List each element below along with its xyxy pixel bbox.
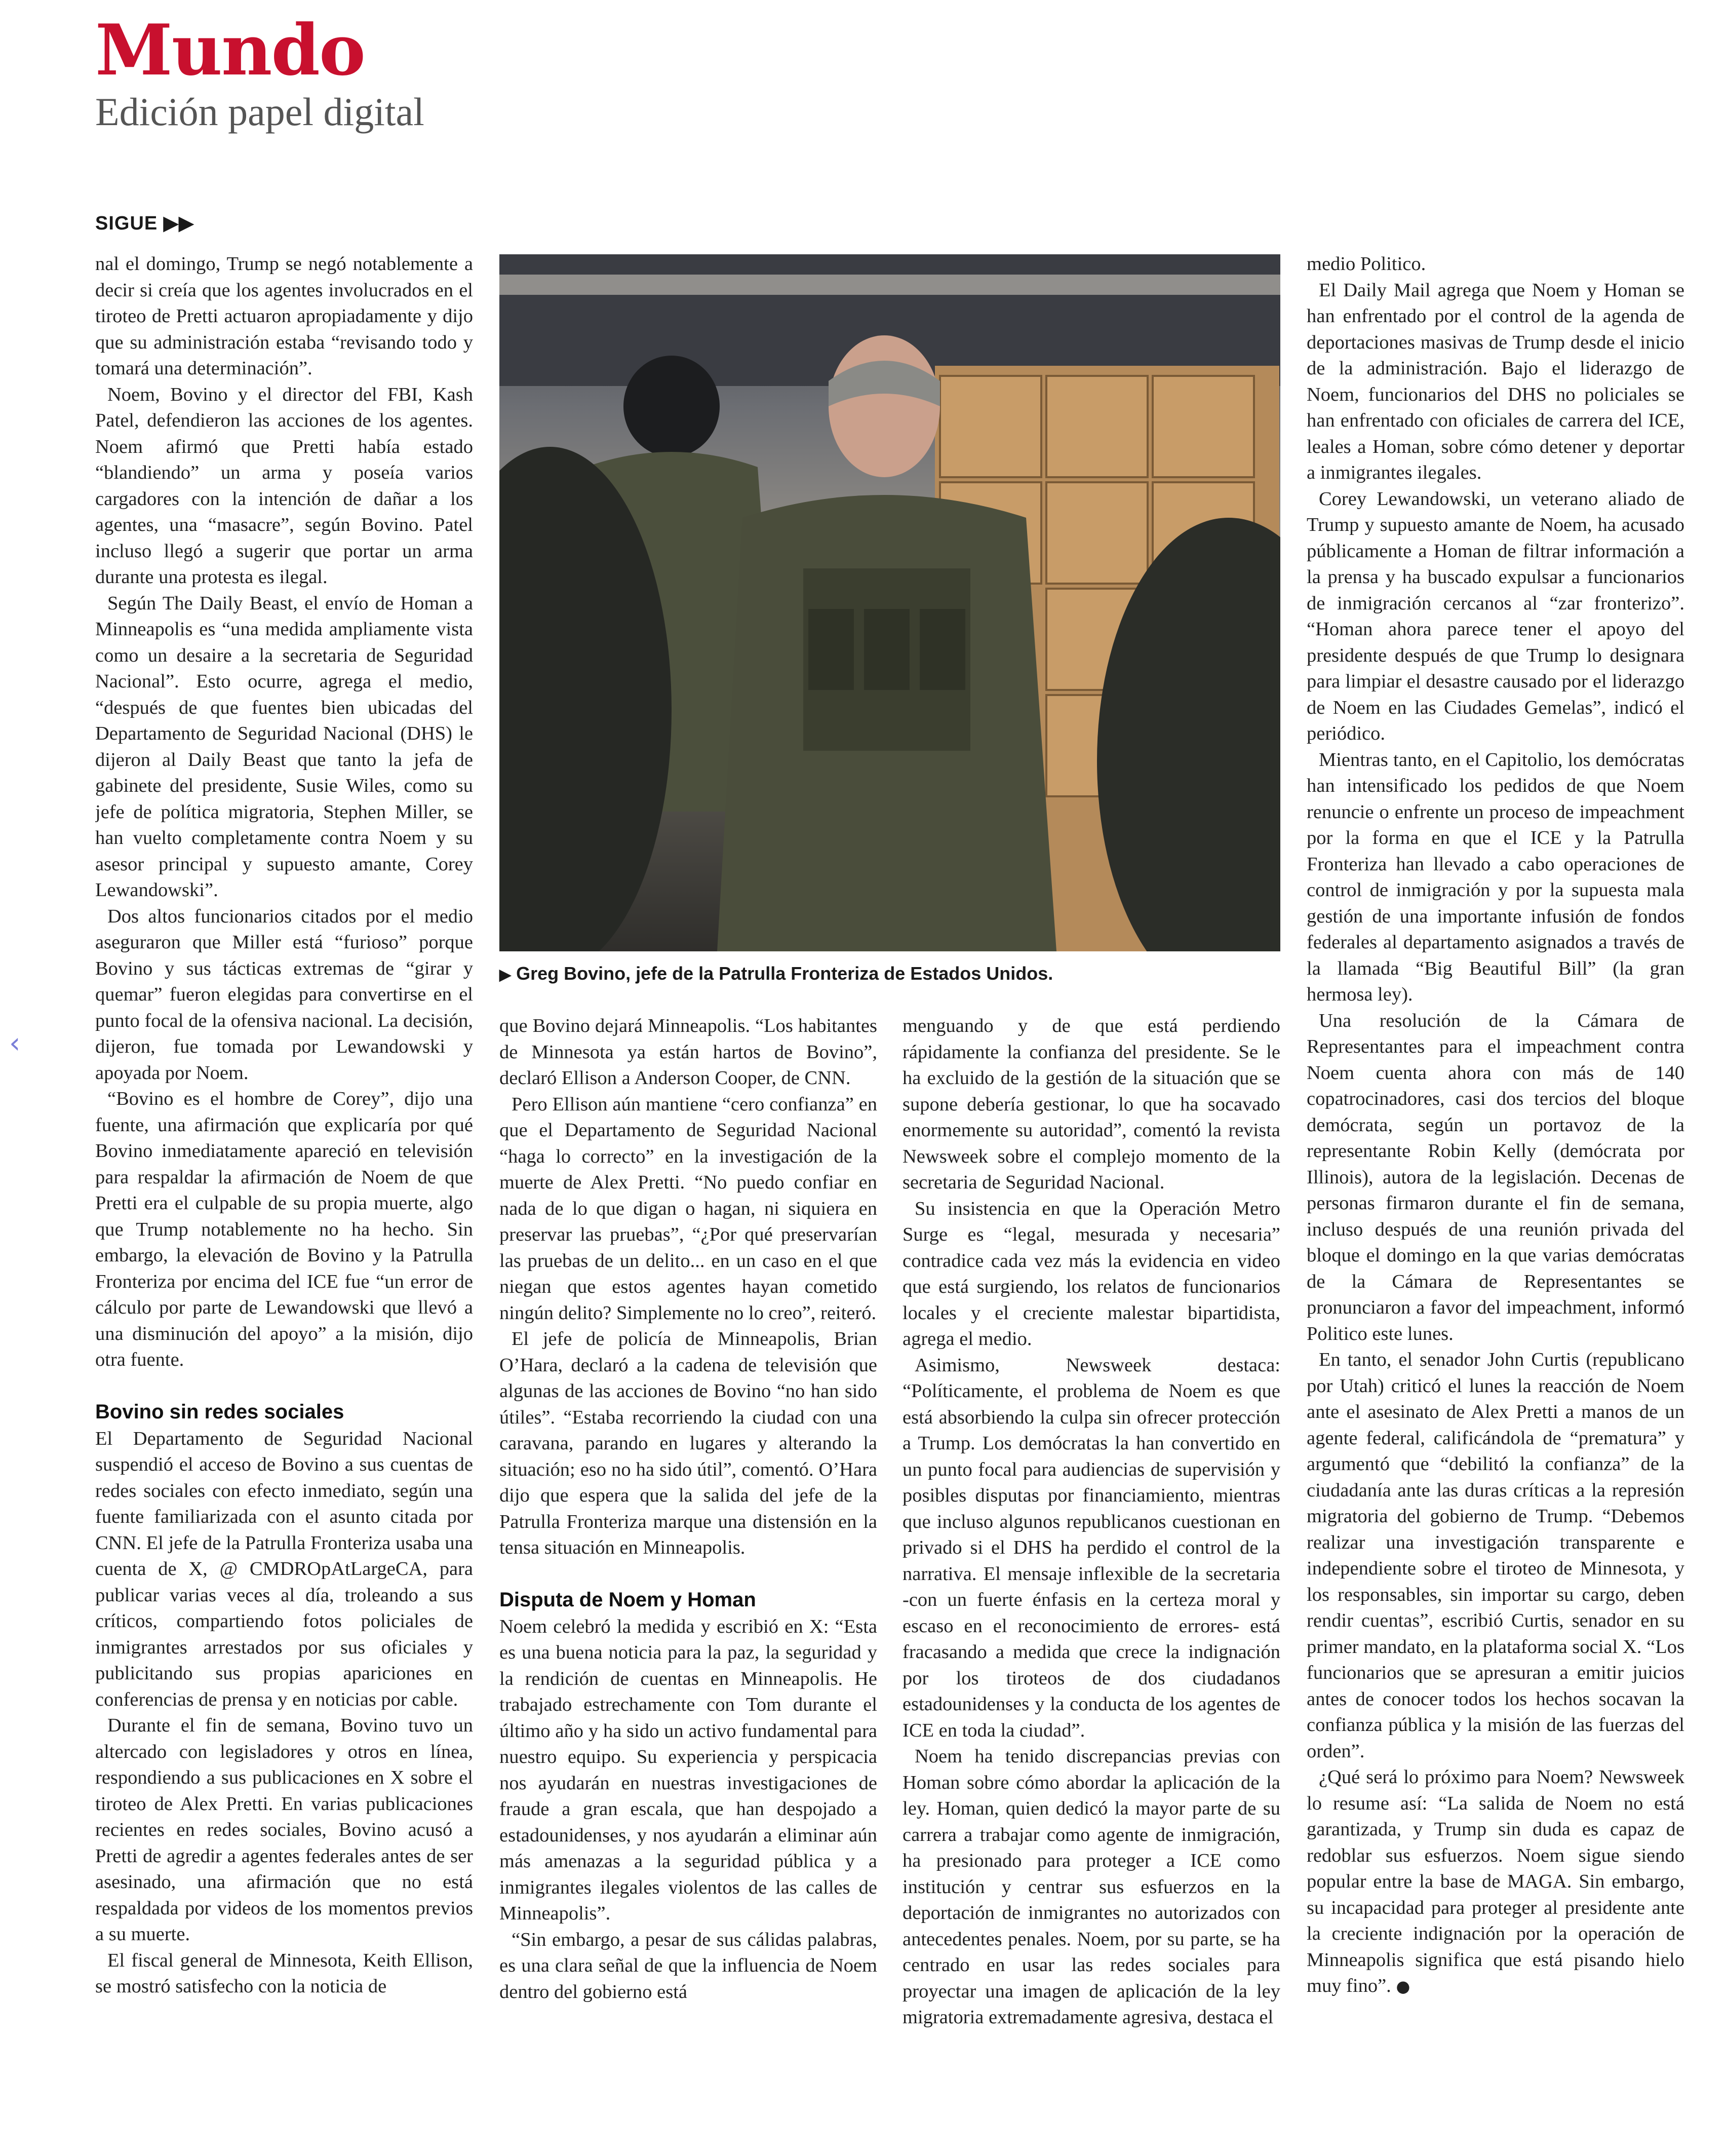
paragraph: Pero Ellison aún mantiene “cero confianza” en que el Departamento de Seguridad Nacional “haga lo correcto” en la investigación de la muerte de Alex Pretti. “No puedo confiar en nada de lo que digan o hagan, ni siquiera en preservar las pruebas”, “¿Por qué preservarían las pruebas de un delito... en un caso en el que niegan que estos agentes hayan cometido ningún delito? Simplemente no lo creo”, reiteró. (499, 1093, 877, 1324)
paragraph: Noem, Bovino y el director del FBI, Kash Patel, defendieron las acciones de los agentes. Noem afirmó que Pretti había estado “blandiendo” un arma y poseía varios cargadores con la intención de dañar a los agentes, una “masacre”, según Bovino. Patel incluso llegó a sugerir que portar un arma durante una protesta es ilegal. (95, 383, 473, 588)
caption-text: Greg Bovino, jefe de la Patrulla Fronteriza de Estados Unidos. (516, 963, 1053, 984)
edition-subtitle: Edición papel digital (95, 90, 424, 134)
article-column-1 (95, 251, 473, 2136)
previous-page-icon[interactable]: ‹ (9, 1027, 21, 1060)
section-title: Mundo (95, 9, 365, 91)
paragraph: Una resolución de la Cámara de Representantes para el impeachment contra Noem cuenta ahora con más de 140 copatrocinadores, casi dos tercios del bloque demócrata, según un portavoz de la representante Robin Kelly (demócrata por Illinois), autora de la legislación. Decenas de personas firmaron durante el fin de semana, incluso después de una reunión privada del bloque el domingo en la que varias demócratas de la Cámara de Representantes se pronunciaron a favor del impeachment, informó Politico este lunes. (1307, 1010, 1684, 1344)
paragraph: “Bovino es el hombre de Corey”, dijo una fuente, una afirmación que explicaría por qué Bovino inmediatamente apareció en televisión para respaldar la afirmación de Noem de que Pretti era el culpable de su propia muerte, algo que Trump notablemente no ha hecho. Sin embargo, la elevación de Bovino y la Patrulla Fronteriza por encima del ICE fue “un error de cálculo por parte de Lewandowski que llevó a una disminución del apoyo” a la misión, dijo otra fuente. (95, 1088, 473, 1370)
paragraph (1307, 1764, 1684, 2000)
article-column-4 (1307, 251, 1684, 2136)
end-of-article-icon: ● (1396, 1977, 1410, 1996)
paragraph: nal el domingo, Trump se negó notablemente a decir si creía que los agentes involucrados en el tiroteo de Pretti actuaron apropiadamente y dijo que su administración estaba “revisando todo y tomará una determinación”. (95, 253, 473, 379)
paragraph: El jefe de policía de Minneapolis, Brian O’Hara, declaró a la cadena de televisión que algunas de las acciones de Bovino “no han sido útiles”. “Estaba recorriendo la ciudad con una caravana, parando en lugares y alterando la situación; eso no ha sido útil”, comentó. O’Hara dijo que espera que la salida del jefe de la Patrulla Fronteriza marque una distensión en la tensa situación en Minneapolis. (499, 1328, 877, 1558)
paragraph: que Bovino dejará Minneapolis. “Los habitantes de Minnesota ya están hartos de Bovino”, declaró Ellison a Anderson Cooper, de CNN. (499, 1015, 877, 1089)
paragraph: El Departamento de Seguridad Nacional suspendió el acceso de Bovino a sus cuentas de redes sociales con efecto inmediato, según una fuente familiarizada con el asunto citada por CNN. El jefe de la Patrulla Fronteriza usaba una cuenta de X, @ CMDROpAtLargeCA, para publicar varias veces al día, troleando a sus críticos, compartiendo fotos policiales de inmigrantes arrestados por sus oficiales y publicitando sus propias apariciones en conferencias de prensa y en noticias por cable. (95, 1428, 473, 1710)
paragraph: menguando y de que está perdiendo rápidamente la confianza del presidente. Se le ha excluido de la gestión de la situación que se supone debería gestionar, lo que ha socavado enormemente su autoridad”, comentó la revista Newsweek sobre el complejo momento de la secretaria de Seguridad Nacional. (903, 1015, 1280, 1193)
paragraph: Corey Lewandowski, un veterano aliado de Trump y supuesto amante de Noem, ha acusado públicamente a Homan de filtrar información a la prensa y ha buscado expulsar a funcionarios de inmigración cercanos al “zar fronterizo”. “Homan ahora parece tener el apoyo del presidente después de que Trump lo designara para limpiar el desastre causado por el liderazgo de Noem en las Ciudades Gemelas”, indicó el periódico. (1307, 488, 1684, 744)
photo-illustration (499, 254, 1280, 951)
caption-triangle-icon: ▶ (499, 967, 512, 983)
photo-caption (499, 961, 1280, 987)
subheading-disputa: Disputa de Noem y Homan (499, 1588, 756, 1611)
article-column-2 (499, 1013, 877, 2136)
paragraph: Noem celebró la medida y escribió en X: “Esta es una buena noticia para la paz, la seguridad y la rendición de cuentas en Minneapolis. He trabajado estrechamente con Tom durante el último año y ha sido un activo fundamental para nuestro equipo. Su experiencia y perspicacia nos ayudarán en nuestras investigaciones de fraude a gran escala, que han despojado a estadounidenses, y nos ayudarán a eliminar aún más amenazas a la seguridad pública y a inmigrantes ilegales violentos de las calles de Minneapolis”. (499, 1615, 877, 1924)
paragraph: “Sin embargo, a pesar de sus cálidas palabras, es una clara señal de que la influencia de Noem dentro del gobierno está (499, 1929, 877, 2003)
paragraph: medio Politico. (1307, 253, 1426, 275)
paragraph: Dos altos funcionarios citados por el medio aseguraron que Miller está “furioso” porque Bovino y sus tácticas extremas de “girar y quemar” fueron elegidas para convertirse en el punto focal de la ofensiva nacional. La decisión, dijeron, fue tomada por Lewandowski y apoyada por Noem. (95, 905, 473, 1084)
masthead (95, 9, 424, 134)
paragraph: El fiscal general de Minnesota, Keith Ellison, se mostró satisfecho con la noticia de (95, 1949, 473, 1997)
article-column-3 (903, 1013, 1280, 2136)
paragraph: Noem ha tenido discrepancias previas con Homan sobre cómo abordar la aplicación de la ley. Homan, quien dedicó la mayor parte de su carrera a trabajar como agente de inmigración, ha presionado para proteger a ICE como institución y centrar sus esfuerzos en la deportación de inmigrantes no autorizados con antecedentes penales. Noem, por su parte, se ha centrado en usar las redes sociales para proyectar una imagen de aplicación de la ley migratoria extremadamente agresiva, destaca el (903, 1746, 1280, 2028)
paragraph: Según The Daily Beast, el envío de Homan a Minneapolis es “una medida ampliamente vista como un desaire a la secretaria de Seguridad Nacional”. Esto ocurre, agrega el medio, “después de que fuentes bien ubicadas del Departamento de Seguridad Nacional (DHS) le dijeron al Daily Beast que tanto la jefa de gabinete del presidente, Susie Wiles, como su jefe de política migratoria, Stephen Miller, se han vuelto completamente contra Noem y su asesor principal y supuesto amante, Corey Lewandowski”. (95, 592, 473, 901)
paragraph: Durante el fin de semana, Bovino tuvo un altercado con legisladores y otros en línea, respondiendo a sus publicaciones en X sobre el tiroteo de Alex Pretti. En varias publicaciones recientes en redes sociales, Bovino acusó a Pretti de agredir a agentes federales antes de ser asesinado, una afirmación que no está respaldada por videos de los momentos previos a su muerte. (95, 1715, 473, 1945)
paragraph: En tanto, el senador John Curtis (republicano por Utah) criticó el lunes la reacción de Noem ante el asesinato de Alex Pretti a manos de un agente federal, calificándola de “prematura” y argumentó que “debilitó la confianza” de la ciudadanía ante las duras críticas a la represión migratoria del gobierno de Trump. “Debemos realizar una investigación transparente e independiente sobre el tiroteo de Minnesota, y los responsables, sin importar su cargo, deben rendir cuentas”, escribió Curtis, senador en su primer mandato, en la plataforma social X. “Los funcionarios que se apresuran a emitir juicios antes de conocer todos los hechos socavan la confianza pública y la misión de las fuerzas del orden”. (1307, 1349, 1684, 1762)
paragraph: Su insistencia en que la Operación Metro Surge es “legal, mesurada y necesaria” contradice cada vez más la evidencia en video que está surgiendo, los relatos de funcionarios locales y el creciente malestar bipartidista, agrega el medio. (903, 1198, 1280, 1350)
subheading-bovino: Bovino sin redes sociales (95, 1400, 344, 1423)
continued-label: SIGUE ▶▶ (95, 213, 194, 234)
paragraph: El Daily Mail agrega que Noem y Homan se han enfrentado por el control de la agenda de deportaciones masivas de Trump desde el inicio de la administración. Bajo el liderazgo de Noem, funcionarios del DHS no policiales se han enfrentado con oficiales de carrera del ICE, leales a Homan, sobre cómo detener y deportar a inmigrantes ilegales. (1307, 279, 1684, 483)
paragraph: Asimismo, Newsweek destaca: “Políticamente, el problema de Noem es que está absorbiendo la culpa sin ofrecer protección a Trump. Los demócratas la han convertido en un punto focal para audiencias de supervisión y posibles disputas por financiamiento, mientras que incluso algunos republicanos cuestionan en privado si el DHS ha perdido el control de la narrativa. El mensaje inflexible de la secretaria -con un fuerte énfasis en la certeza moral y escaso en el reconocimiento de errores- está fracasando a medida que crece la indignación por los tiroteos de dos ciudadanos estadounidenses y la conducta de los agentes de ICE en toda la ciudad”. (903, 1354, 1280, 1741)
paragraph: Mientras tanto, en el Capitolio, los demócratas han intensificado los pedidos de que Noem renuncie o enfrente un proceso de impeachment por la forma en que el ICE y la Patrulla Fronteriza han llevado a cabo operaciones de control de inmigración y por la supuesta mala gestión de una importante infusión de fondos federales al departamento asignados a través de la llamada “Big Beautiful Bill” (la gran hermosa ley). (1307, 749, 1684, 1005)
news-photo (499, 254, 1280, 951)
paragraph-text: ¿Qué será lo próximo para Noem? Newsweek lo resume así: “La salida de Noem no está garantizada, y Trump sin duda es capaz de redoblar sus esfuerzos. Noem sigue siendo popular entre la base de MAGA. Sin embargo, su incapacidad para proteger al presidente ante la creciente indignación por la operación de Minneapolis significa que está pisando hielo muy fino”. (1307, 1766, 1684, 1996)
